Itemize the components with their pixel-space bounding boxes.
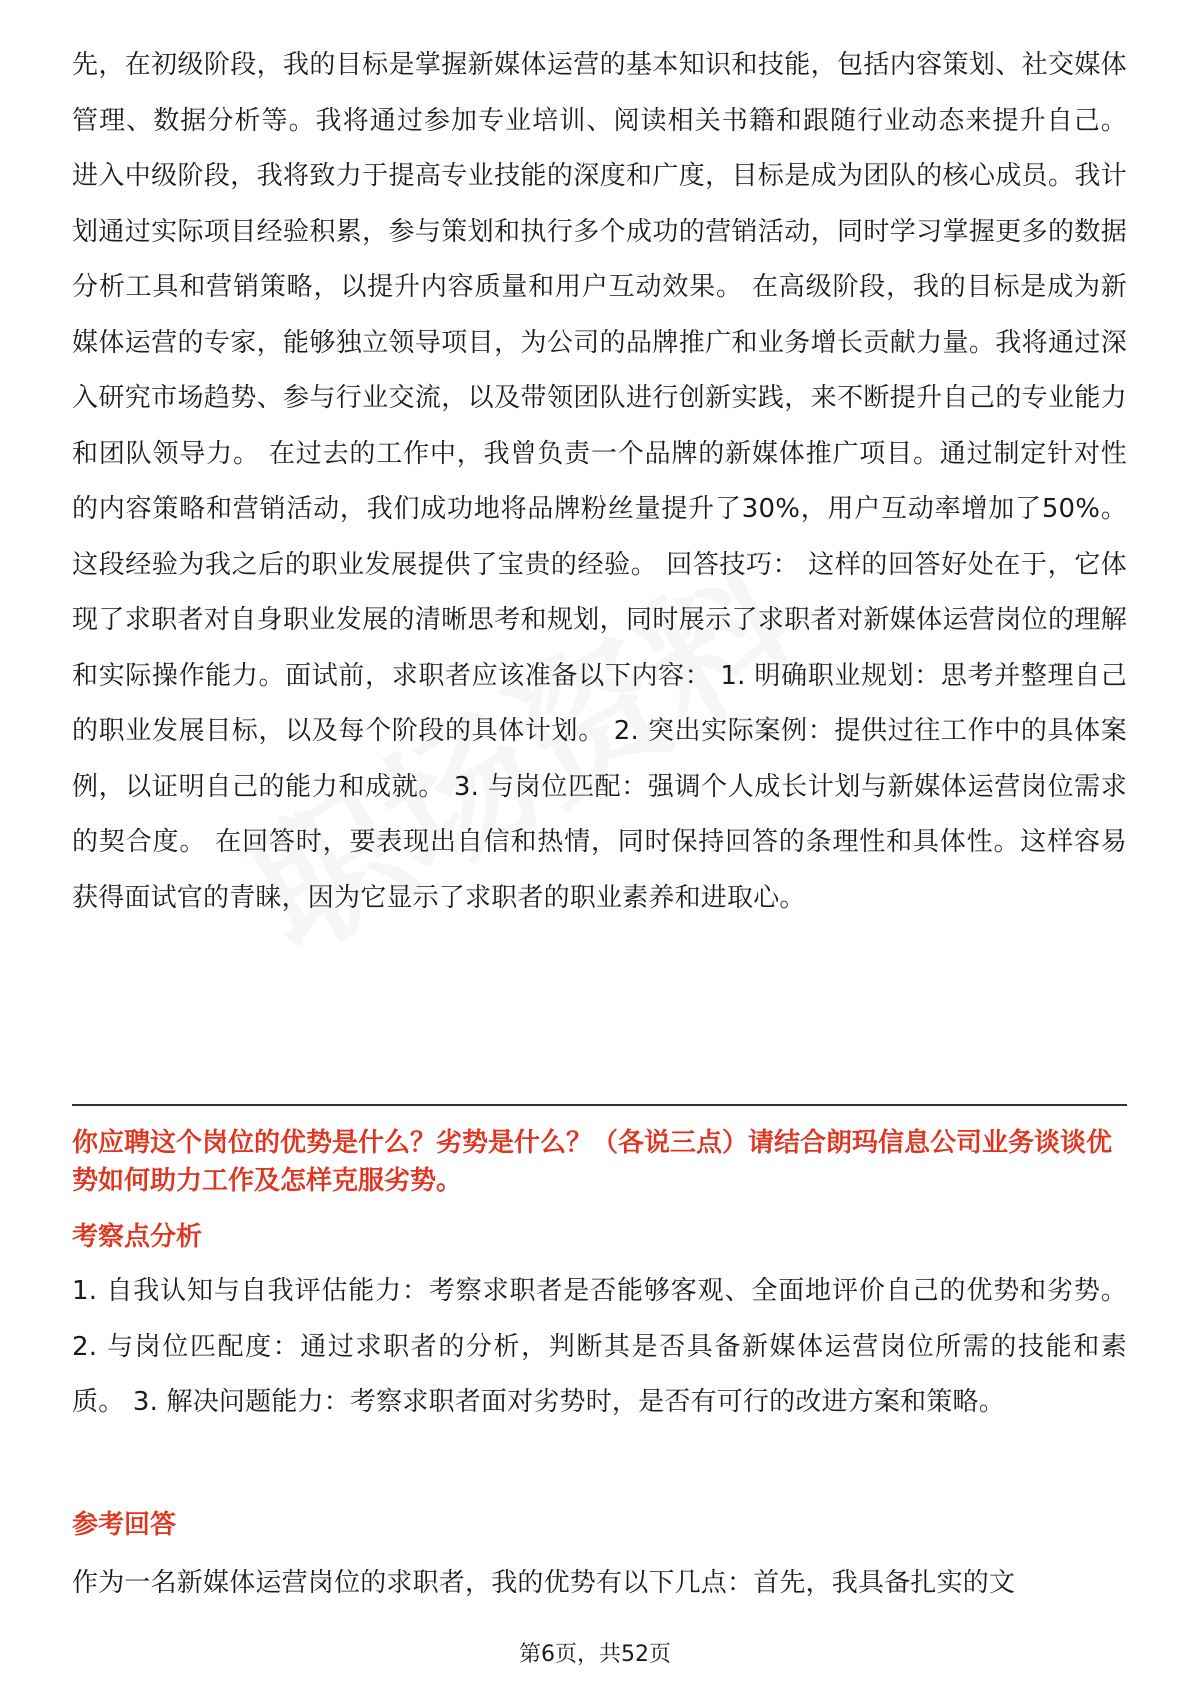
analysis-heading: 考察点分析 — [72, 1222, 203, 1252]
section-divider — [72, 1104, 1127, 1106]
answer-section — [72, 1556, 1127, 1612]
answer-heading: 参考回答 — [72, 1510, 177, 1540]
page-footer: 第6页，共52页 — [519, 1642, 671, 1667]
interview-question: 你应聘这个岗位的优势是什么？劣势是什么？（各说三点）请结合朗玛信息公司业务谈谈优势如何助力工作及怎样克服劣势。 — [72, 1128, 1113, 1196]
answer-paragraph: 作为一名新媒体运营岗位的求职者，我的优势有以下几点：首先，我具备扎实的文 — [72, 1568, 1016, 1598]
page-body — [72, 38, 1127, 926]
analysis-paragraph: 1. 自我认知与自我评估能力：考察求职者是否能够客观、全面地评价自己的优势和劣势。 2. 与岗位匹配度：通过求职者的分析，判断其是否具备新媒体运营岗位所需的技能和素质。 3. 解决问题能力：考察求职者面对劣势时，是否有可行的改进方案和策略。 — [72, 1276, 1127, 1417]
intro-paragraph: 先，在初级阶段，我的目标是掌握新媒体运营的基本知识和技能，包括内容策划、社交媒体管理、数据分析等。我将通过参加专业培训、阅读相关书籍和跟随行业动态来提升自己。 进入中级阶段，我将致力于提高专业技能的深度和广度，目标是成为团队的核心成员。我计划通过实际项目经验积累，参与策划和执行多个成功的营销活动，同时学习掌握更多的数据分析工具和营销策略，以提升内容质量和用户互动效果。 在高级阶段，我的目标是成为新媒体运营的专家，能够独立领导项目，为公司的品牌推广和业务增长贡献力量。我将通过深入研究市场趋势、参与行业交流，以及带领团队进行创新实践，来不断提升自己的专业能力和团队领导力。 在过去的工作中，我曾负责一个品牌的新媒体推广项目。通过制定针对性的内容策略和营销活动，我们成功地将品牌粉丝量提升了30%，用户互动率增加了50%。这段经验为我之后的职业发展提供了宝贵的经验。 回答技巧： 这样的回答好处在于，它体现了求职者对自身职业发展的清晰思考和规划，同时展示了求职者对新媒体运营岗位的理解和实际操作能力。面试前，求职者应该准备以下内容： 1. 明确职业规划：思考并整理自己的职业发展目标，以及每个阶段的具体计划。 2. 突出实际案例：提供过往工作中的具体案例，以证明自己的能力和成就。 3. 与岗位匹配：强调个人成长计划与新媒体运营岗位需求的契合度。 在回答时，要表现出自信和热情，同时保持回答的条理性和具体性。这样容易获得面试官的青睐，因为它显示了求职者的职业素养和进取心。 — [72, 50, 1128, 913]
analysis-section — [72, 1264, 1127, 1431]
